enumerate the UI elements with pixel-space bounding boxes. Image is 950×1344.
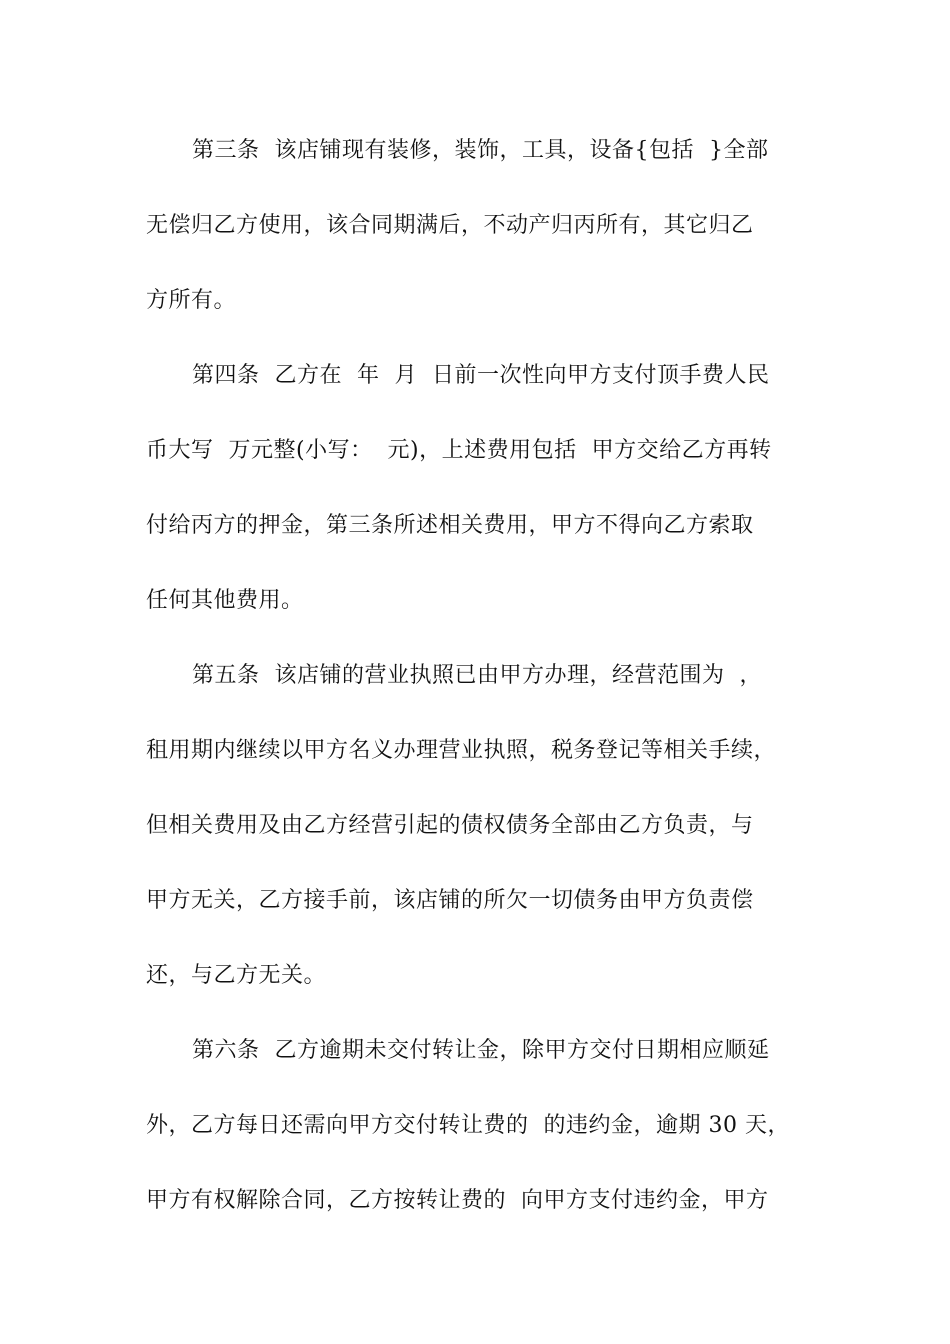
clause-5-line-1: 第五条 该店铺的营业执照已由甲方办理，经营范围为 ， xyxy=(192,663,762,688)
clause-5-line-5: 还，与乙方无关。 xyxy=(146,963,327,988)
clause-5-line-3: 但相关费用及由乙方经营引起的债权债务全部由乙方负责，与 xyxy=(146,813,754,838)
clause-6-line-1: 第六条 乙方逾期未交付转让金，除甲方交付日期相应顺延 xyxy=(192,1038,770,1063)
clause-6-line-3: 甲方有权解除合同，乙方按转让费的 向甲方支付违约金，甲方 xyxy=(146,1188,769,1213)
clause-5-line-2: 租用期内继续以甲方名义办理营业执照，税务登记等相关手续， xyxy=(146,738,777,763)
contract-body xyxy=(146,130,846,1255)
clause-3-line-2: 无偿归乙方使用，该合同期满后，不动产归丙所有，其它归乙 xyxy=(146,213,754,238)
clause-3-line-1: 第三条 该店铺现有装修，装饰，工具，设备{包括 }全部 xyxy=(192,138,769,163)
clause-6-line-2: 外，乙方每日还需向甲方交付转让费的 的违约金，逾期 30 天， xyxy=(146,1113,790,1138)
clause-4-line-2: 币大写 万元整(小写： 元)，上述费用包括 甲方交给乙方再转 xyxy=(146,438,772,463)
clause-5-line-4: 甲方无关，乙方接手前，该店铺的所欠一切债务由甲方负责偿 xyxy=(146,888,754,913)
clause-4-line-3: 付给丙方的押金，第三条所述相关费用，甲方不得向乙方索取 xyxy=(146,513,754,538)
clause-4-line-4: 任何其他费用。 xyxy=(146,588,304,613)
clause-4-line-1: 第四条 乙方在 年 月 日前一次性向甲方支付顶手费人民 xyxy=(192,363,770,388)
clause-3-line-3: 方所有。 xyxy=(146,288,237,313)
